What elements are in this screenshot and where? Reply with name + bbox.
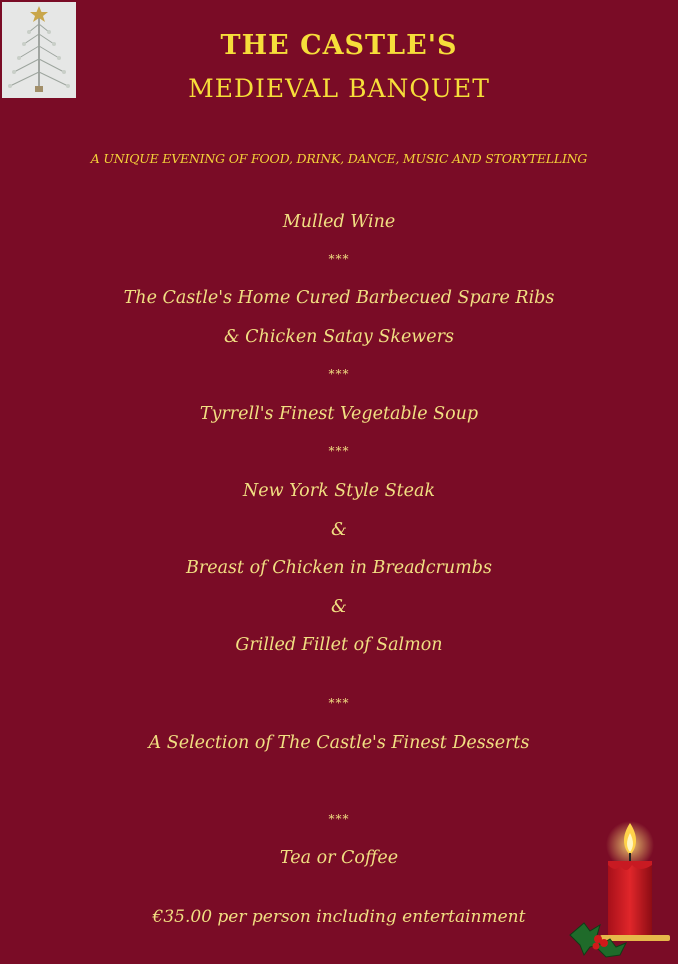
menu-item-hot-drinks: Tea or Coffee [279,848,399,868]
menu-item-main-3: Grilled Fillet of Salmon [235,635,443,655]
menu-item-main-2: Breast of Chicken in Breadcrumbs [186,558,492,578]
ampersand: & [330,519,348,540]
menu-item-starter-line2: & Chicken Satay Skewers [224,327,454,347]
separator: *** [328,367,350,381]
price-text: €35.00 per person including entertainment [152,907,526,927]
tagline: A UNIQUE EVENING OF FOOD, DRINK, DANCE, MUSIC AND STORYTELLING [90,151,588,166]
menu-item-soup: Tyrrell's Finest Vegetable Soup [199,404,479,424]
separator: *** [328,252,350,266]
ampersand: & [330,596,348,617]
separator: *** [328,444,350,458]
title-line-1: THE CASTLE'S [220,30,458,61]
menu-item-starter-line1: The Castle's Home Cured Barbecued Spare Ribs [123,288,555,308]
separator: *** [328,812,350,826]
separator: *** [328,696,350,710]
title-line-2: MEDIEVAL BANQUET [188,74,490,103]
candle-holly-icon [560,815,678,960]
menu-item-drink: Mulled Wine [282,212,396,232]
menu-item-main-1: New York Style Steak [242,481,436,501]
menu-item-dessert: A Selection of The Castle's Finest Desserts [148,733,530,753]
